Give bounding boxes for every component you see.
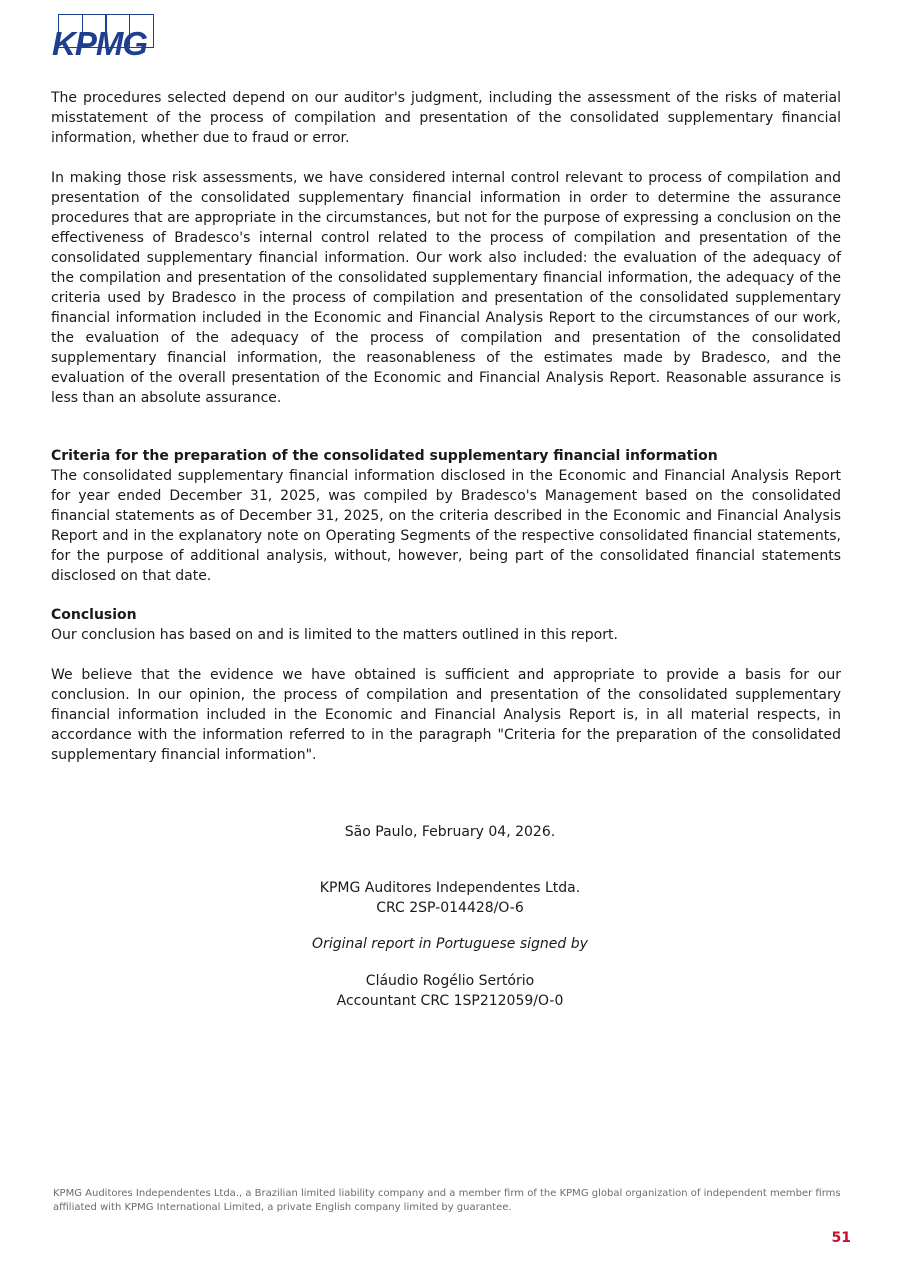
opinion-text: We believe that the evidence we have obtained is sufficient and appropriate to provide a basis for our conclusion. In our opinion, the process of compilation and presentation of the consolidated supplementary financial information included in the Economic and Financial Analysis Report is, in all material respects, in accordance with the information referred to in the paragraph "Criteria for the preparation of the consolidated supplementary financial information". — [51, 666, 841, 763]
accountant-block — [0, 972, 900, 1011]
criteria-text: The consolidated supplementary financial information disclosed in the Economic and Financial Analysis Report for year ended December 31, 2025, was compiled by Bradesco's Management based on the consolidated financial statements as of December 31, 2025, on the criteria described in the Economic and Financial Analysis Report and in the explanatory note on Operating Segments of the respective consolidated financial statements, for the purpose of additional analysis, without, however, being part of the consolidated financial statements disclosed on that date. — [51, 467, 841, 584]
conclusion-text: Our conclusion has based on and is limited to the matters outlined in this report. — [51, 627, 618, 643]
footer-note: KPMG Auditores Independentes Ltda., a Brazilian limited liability company and a member firm of the KPMG global organization of independent member firms affiliated with KPMG International Limited, a private English company limited by guarantee. — [53, 1188, 841, 1213]
paragraph-risk-assessments: In making those risk assessments, we have considered internal control relevant to process of compilation and presentation of the consolidated supplementary financial information in order to determine the assurance procedures that are appropriate in the circumstances, but not for the purpose of expressing a conclusion on the effectiveness of Bradesco's internal control related to the process of compilation and presentation of the consolidated supplementary financial information. Our work also included: the evaluation of the adequacy of the compilation and presentation of the consolidated supplementary financial information, the adequacy of the criteria used by Bradesco in the process of compilation and presentation of the consolidated supplementary financial information included in the Economic and Financial Analysis Report to the circumstances of our work, the evaluation of the adequacy of the process of compilation and presentation of the consolidated supplementary financial information, the reasonableness of the estimates made by Bradesco, and the evaluation of the overall presentation of the Economic and Financial Analysis Report. Reasonable assurance is less than an absolute assurance. — [51, 169, 841, 406]
kpmg-logo — [52, 14, 170, 62]
place-date: São Paulo, February 04, 2026. — [344, 824, 556, 840]
logo-text: KPMG — [52, 25, 147, 62]
signed-note: Original report in Portuguese signed by — [312, 936, 588, 952]
page-number: 51 — [831, 1230, 851, 1246]
firm-block — [0, 879, 900, 918]
accountant-name: Cláudio Rogélio Sertório — [365, 973, 535, 989]
place-date-block — [0, 823, 900, 843]
signed-note-block — [0, 935, 900, 955]
firm-crc: CRC 2SP-014428/O-6 — [376, 899, 524, 916]
accountant-crc: Accountant CRC 1SP212059/O-0 — [336, 992, 564, 1009]
paragraph-procedures: The procedures selected depend on our auditor's judgment, including the assessment of the risks of material misstatement of the process of compilation and presentation of the consolidated supplementary financial information, whether due to fraud or error. — [51, 90, 841, 146]
report-body — [51, 88, 841, 765]
criteria-heading: Criteria for the preparation of the consolidated supplementary financial information — [51, 447, 718, 464]
firm-name: KPMG Auditores Independentes Ltda. — [319, 880, 581, 896]
conclusion-heading: Conclusion — [51, 607, 137, 623]
